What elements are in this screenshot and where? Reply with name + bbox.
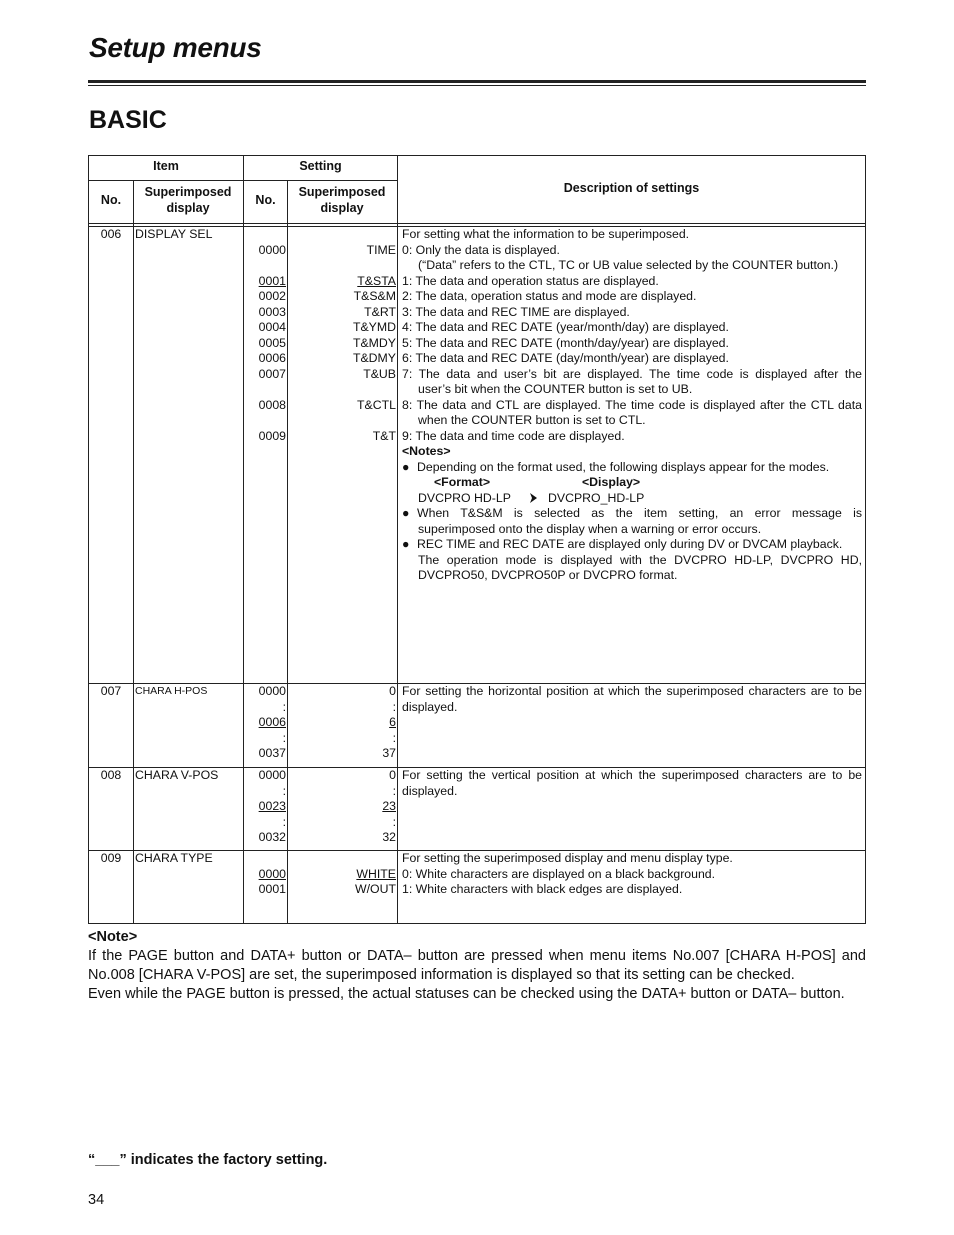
setting-display	[289, 227, 396, 243]
note-bullet-1: ● Depending on the format used, the following displays appear for the modes.	[402, 459, 830, 474]
note-paragraph-1: If the PAGE button and DATA+ button or DATA– button are pressed when menu items No.007 [CHARA H-POS] and No.008 [CHARA V-POS] are set, the superimposed information is displayed so that its setting can be checked.	[88, 948, 866, 983]
header-no: No.	[100, 193, 122, 207]
setting-display: 6	[389, 715, 396, 729]
header-item: Item	[153, 159, 179, 173]
row-007-description: For setting the horizontal position at which the superimposed characters are to be displayed.	[402, 684, 862, 714]
setting-display	[289, 258, 396, 274]
row-006-item: DISPLAY SEL	[135, 227, 213, 241]
row-009-setting-numbers	[245, 851, 286, 898]
setting-number: 0000	[258, 866, 286, 881]
setting-display: :	[392, 730, 396, 745]
setting-display: T&UB	[363, 366, 396, 381]
row-006-description: For setting what the information to be superimposed. 0: Only the data is displayed. (“Data” refers to the CTL, TC or UB value selected by the COUNTER button.) 1: The data and operation status are displayed. 2: The data, operation status and mode are displayed. 3: The data and REC TIME are displayed. 4: The data and REC DATE (year/month/day) are displayed. 5: The data and REC DATE (month/day/year) are displayed. 6: The data and REC DATE (day/month/year) are displayed. 7: The data and user’s bit are displayed. The time code is displayed after the user’s bit when the COUNTER button is set to UB. 8: The data and CTL are displayed. The time code is displayed after the CTL data when the COUNTER button is set to CTL. 9: The data and time code are displayed. <Notes> ● Depending on the format used, the following displays appear for the modes. <Format> <Display> DVCPRO HD-LP DVCPRO_HD-LP ● When T&S&M is selected as the item setting, an error message is superimposed onto the display when a warning or error occurs. ● REC TIME and REC DATE are displayed only during DV or DVCAM playback. The operation mode is displayed with the DVCPRO HD-LP, DVCPRO HD, DVCPRO50, DVCPRO50P or DVCPRO format.	[402, 227, 862, 584]
display-name: DVCPRO_HD-LP	[548, 490, 645, 505]
format-row	[402, 491, 862, 507]
col-divider	[133, 180, 134, 923]
bullet-icon: ●	[402, 537, 410, 551]
note-bullet-2: ● When T&S&M is selected as the item setting, an error message is	[402, 506, 862, 520]
setting-number: 0008	[258, 397, 286, 412]
row-007-item: CHARA H-POS	[135, 685, 208, 697]
row-009-no: 009	[100, 851, 122, 865]
setting-display: T&YMD	[352, 320, 396, 334]
row-009-setting-displays	[289, 851, 396, 898]
notes-label: <Notes>	[402, 444, 451, 458]
setting-display: WHITE	[356, 866, 396, 881]
header-setting-no: No.	[255, 193, 276, 207]
title-rule-thin	[88, 85, 866, 86]
arrow-right-icon	[529, 491, 548, 507]
setting-display: T&T	[372, 428, 396, 443]
note-paragraph-2: Even while the PAGE button is pressed, the actual statuses can be checked using the DATA+ button or DATA– button.	[88, 986, 845, 1002]
setting-number: 0000	[258, 768, 286, 782]
setting-number: 0005	[258, 335, 286, 350]
setting-display: 37	[382, 746, 396, 760]
setting-display: 23	[382, 799, 396, 813]
setting-number: :	[282, 730, 286, 745]
factory-setting-legend: “___” indicates the factory setting.	[88, 1152, 328, 1168]
setting-display: W/OUT	[355, 882, 396, 896]
header-divider	[89, 223, 865, 224]
row-007-no: 007	[100, 684, 122, 698]
note-bullet-3: ● REC TIME and REC DATE are displayed only during DV or DVCAM playback.	[402, 537, 843, 551]
row-009-description: For setting the superimposed display and menu display type. 0: White characters are displayed on a black background. 1: White characters with black edges are displayed.	[402, 851, 733, 896]
setting-display: :	[392, 699, 396, 714]
setting-number: 0001	[258, 882, 286, 896]
col-divider	[397, 156, 398, 923]
setting-display: 0	[389, 768, 396, 782]
header-divider	[89, 180, 397, 181]
format-table-header: <Format> <Display>	[434, 475, 641, 489]
header-setting-superimposed: Superimposed display	[298, 185, 386, 215]
note-title: <Note>	[88, 929, 138, 945]
header-description: Description of settings	[563, 181, 700, 195]
settings-table	[88, 155, 866, 924]
setting-number: 0002	[258, 289, 286, 303]
setting-display: T&CTL	[357, 397, 396, 412]
header-superimposed: Superimposed display	[144, 185, 232, 215]
setting-display: :	[392, 814, 396, 829]
setting-display: :	[392, 783, 396, 798]
format-name: DVCPRO HD-LP	[418, 490, 511, 505]
row-006-no: 006	[100, 227, 122, 241]
setting-number: 0009	[258, 428, 286, 443]
setting-number: :	[282, 814, 286, 829]
setting-number: 0006	[258, 351, 286, 365]
col-divider	[243, 156, 244, 923]
setting-display: 0	[389, 684, 396, 698]
setting-display	[289, 413, 396, 429]
setting-display: TIME	[366, 242, 396, 257]
setting-number: 0037	[258, 746, 286, 760]
row-008-setting-displays	[289, 768, 396, 846]
setting-number: 0000	[258, 684, 286, 698]
setting-number: 0023	[258, 799, 286, 813]
setting-display: T&RT	[364, 304, 396, 319]
setting-number: 0004	[258, 320, 286, 334]
page-number: 34	[88, 1192, 105, 1208]
row-006-setting-numbers	[245, 227, 286, 444]
setting-number	[245, 227, 286, 243]
setting-number: 0032	[258, 830, 286, 844]
setting-number	[245, 258, 286, 274]
setting-display: T&DMY	[352, 351, 396, 365]
row-008-no: 008	[100, 768, 122, 782]
setting-display	[289, 382, 396, 398]
setting-number: 0007	[258, 366, 286, 381]
setting-number: :	[282, 783, 286, 798]
setting-number: :	[282, 699, 286, 714]
col-divider	[287, 180, 288, 923]
setting-display: T&MDY	[352, 335, 396, 350]
setting-number	[245, 413, 286, 429]
setting-display: T&S&M	[353, 289, 396, 303]
setting-display: 32	[382, 830, 396, 844]
format-rows	[402, 491, 862, 507]
row-007-setting-numbers	[245, 684, 286, 762]
bullet-icon: ●	[402, 459, 410, 474]
header-setting: Setting	[299, 159, 342, 173]
row-006-setting-displays	[289, 227, 396, 444]
row-008-item: CHARA V-POS	[135, 768, 219, 782]
bullet-icon: ●	[402, 506, 410, 520]
row-008-description: For setting the vertical position at which the superimposed characters are to be displayed.	[402, 768, 862, 798]
title-rule	[88, 80, 866, 83]
page-title: Setup menus	[89, 32, 262, 63]
setting-number	[245, 382, 286, 398]
row-009-item: CHARA TYPE	[135, 851, 213, 865]
row-008-setting-numbers	[245, 768, 286, 846]
note-block	[88, 928, 866, 1004]
setting-number: 0001	[258, 273, 286, 288]
setting-number: 0006	[258, 715, 286, 729]
row-007-setting-displays	[289, 684, 396, 762]
setting-display	[289, 851, 396, 867]
setting-number: 0000	[258, 242, 286, 257]
section-title: BASIC	[89, 106, 167, 134]
setting-number	[245, 851, 286, 867]
setting-number: 0003	[258, 304, 286, 319]
setting-display: T&STA	[357, 273, 396, 288]
